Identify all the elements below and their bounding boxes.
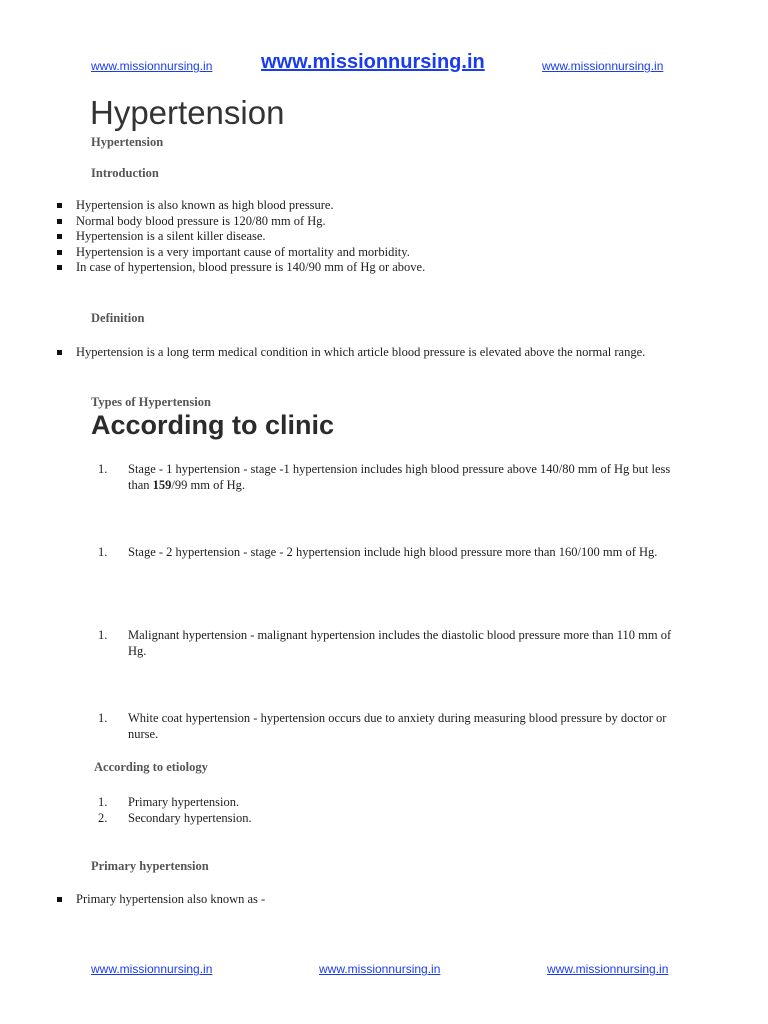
list-item: Hypertension is a silent killer disease.	[54, 229, 714, 245]
introduction-heading: Introduction	[91, 166, 159, 180]
item-text-part: /99 mm of Hg.	[171, 478, 246, 492]
item-number: 1.	[98, 628, 108, 642]
footer-link-left[interactable]: www.missionnursing.in	[91, 962, 213, 976]
definition-list	[54, 345, 734, 361]
list-item: In case of hypertension, blood pressure is 140/90 mm of Hg or above.	[54, 260, 714, 276]
item-number: 1.	[98, 545, 108, 559]
header-link-left[interactable]: www.missionnursing.in	[91, 59, 213, 73]
list-item	[98, 810, 498, 826]
page-title: Hypertension	[90, 94, 285, 131]
clinic-item-stage2	[98, 544, 676, 560]
list-item: Primary hypertension also known as -	[54, 892, 554, 908]
header-link-right[interactable]: www.missionnursing.in	[542, 59, 664, 73]
list-item: Hypertension is a very important cause of mortality and morbidity.	[54, 245, 714, 261]
list-item: Normal body blood pressure is 120/80 mm of Hg.	[54, 214, 714, 230]
item-number: 2.	[98, 811, 108, 825]
etiology-heading: According to etiology	[94, 760, 208, 774]
item-text: Secondary hypertension.	[128, 811, 252, 825]
definition-heading: Definition	[91, 311, 145, 325]
item-text-bold: 159	[152, 478, 172, 492]
item-number: 1.	[98, 462, 108, 476]
list-item: Hypertension is also known as high blood pressure.	[54, 198, 714, 214]
primary-heading: Primary hypertension	[91, 859, 209, 873]
clinic-heading: According to clinic	[91, 410, 335, 440]
footer-link-center[interactable]: www.missionnursing.in	[319, 962, 441, 976]
introduction-list	[54, 198, 714, 276]
etiology-list	[98, 794, 498, 826]
list-item: Hypertension is a long term medical condition in which article blood pressure is elevated above the normal range.	[54, 345, 734, 361]
item-text-part: Stage - 1 hypertension - stage -1 hypertension includes high blood pressure above 140/80 mm of Hg but less than	[128, 462, 671, 492]
clinic-item-malignant	[98, 627, 676, 659]
item-text: Primary hypertension.	[128, 795, 240, 809]
list-item	[98, 794, 498, 810]
types-heading: Types of Hypertension	[91, 395, 211, 409]
item-text: White coat hypertension - hypertension occurs due to anxiety during measuring blood pressure by doctor or nurse.	[128, 711, 667, 741]
clinic-item-white-coat	[98, 710, 688, 742]
page-subtitle: Hypertension	[91, 135, 164, 149]
clinic-item-stage1	[98, 461, 676, 493]
item-text	[128, 461, 676, 493]
header-link-center[interactable]: www.missionnursing.in	[261, 51, 485, 73]
item-text: Malignant hypertension - malignant hypertension includes the diastolic blood pressure more than 110 mm of Hg.	[128, 628, 672, 658]
item-number: 1.	[98, 711, 108, 725]
item-text: Stage - 2 hypertension - stage - 2 hypertension include high blood pressure more than 160/100 mm of Hg.	[128, 545, 658, 559]
footer-link-right[interactable]: www.missionnursing.in	[547, 962, 669, 976]
item-number: 1.	[98, 795, 108, 809]
primary-list	[54, 892, 554, 908]
